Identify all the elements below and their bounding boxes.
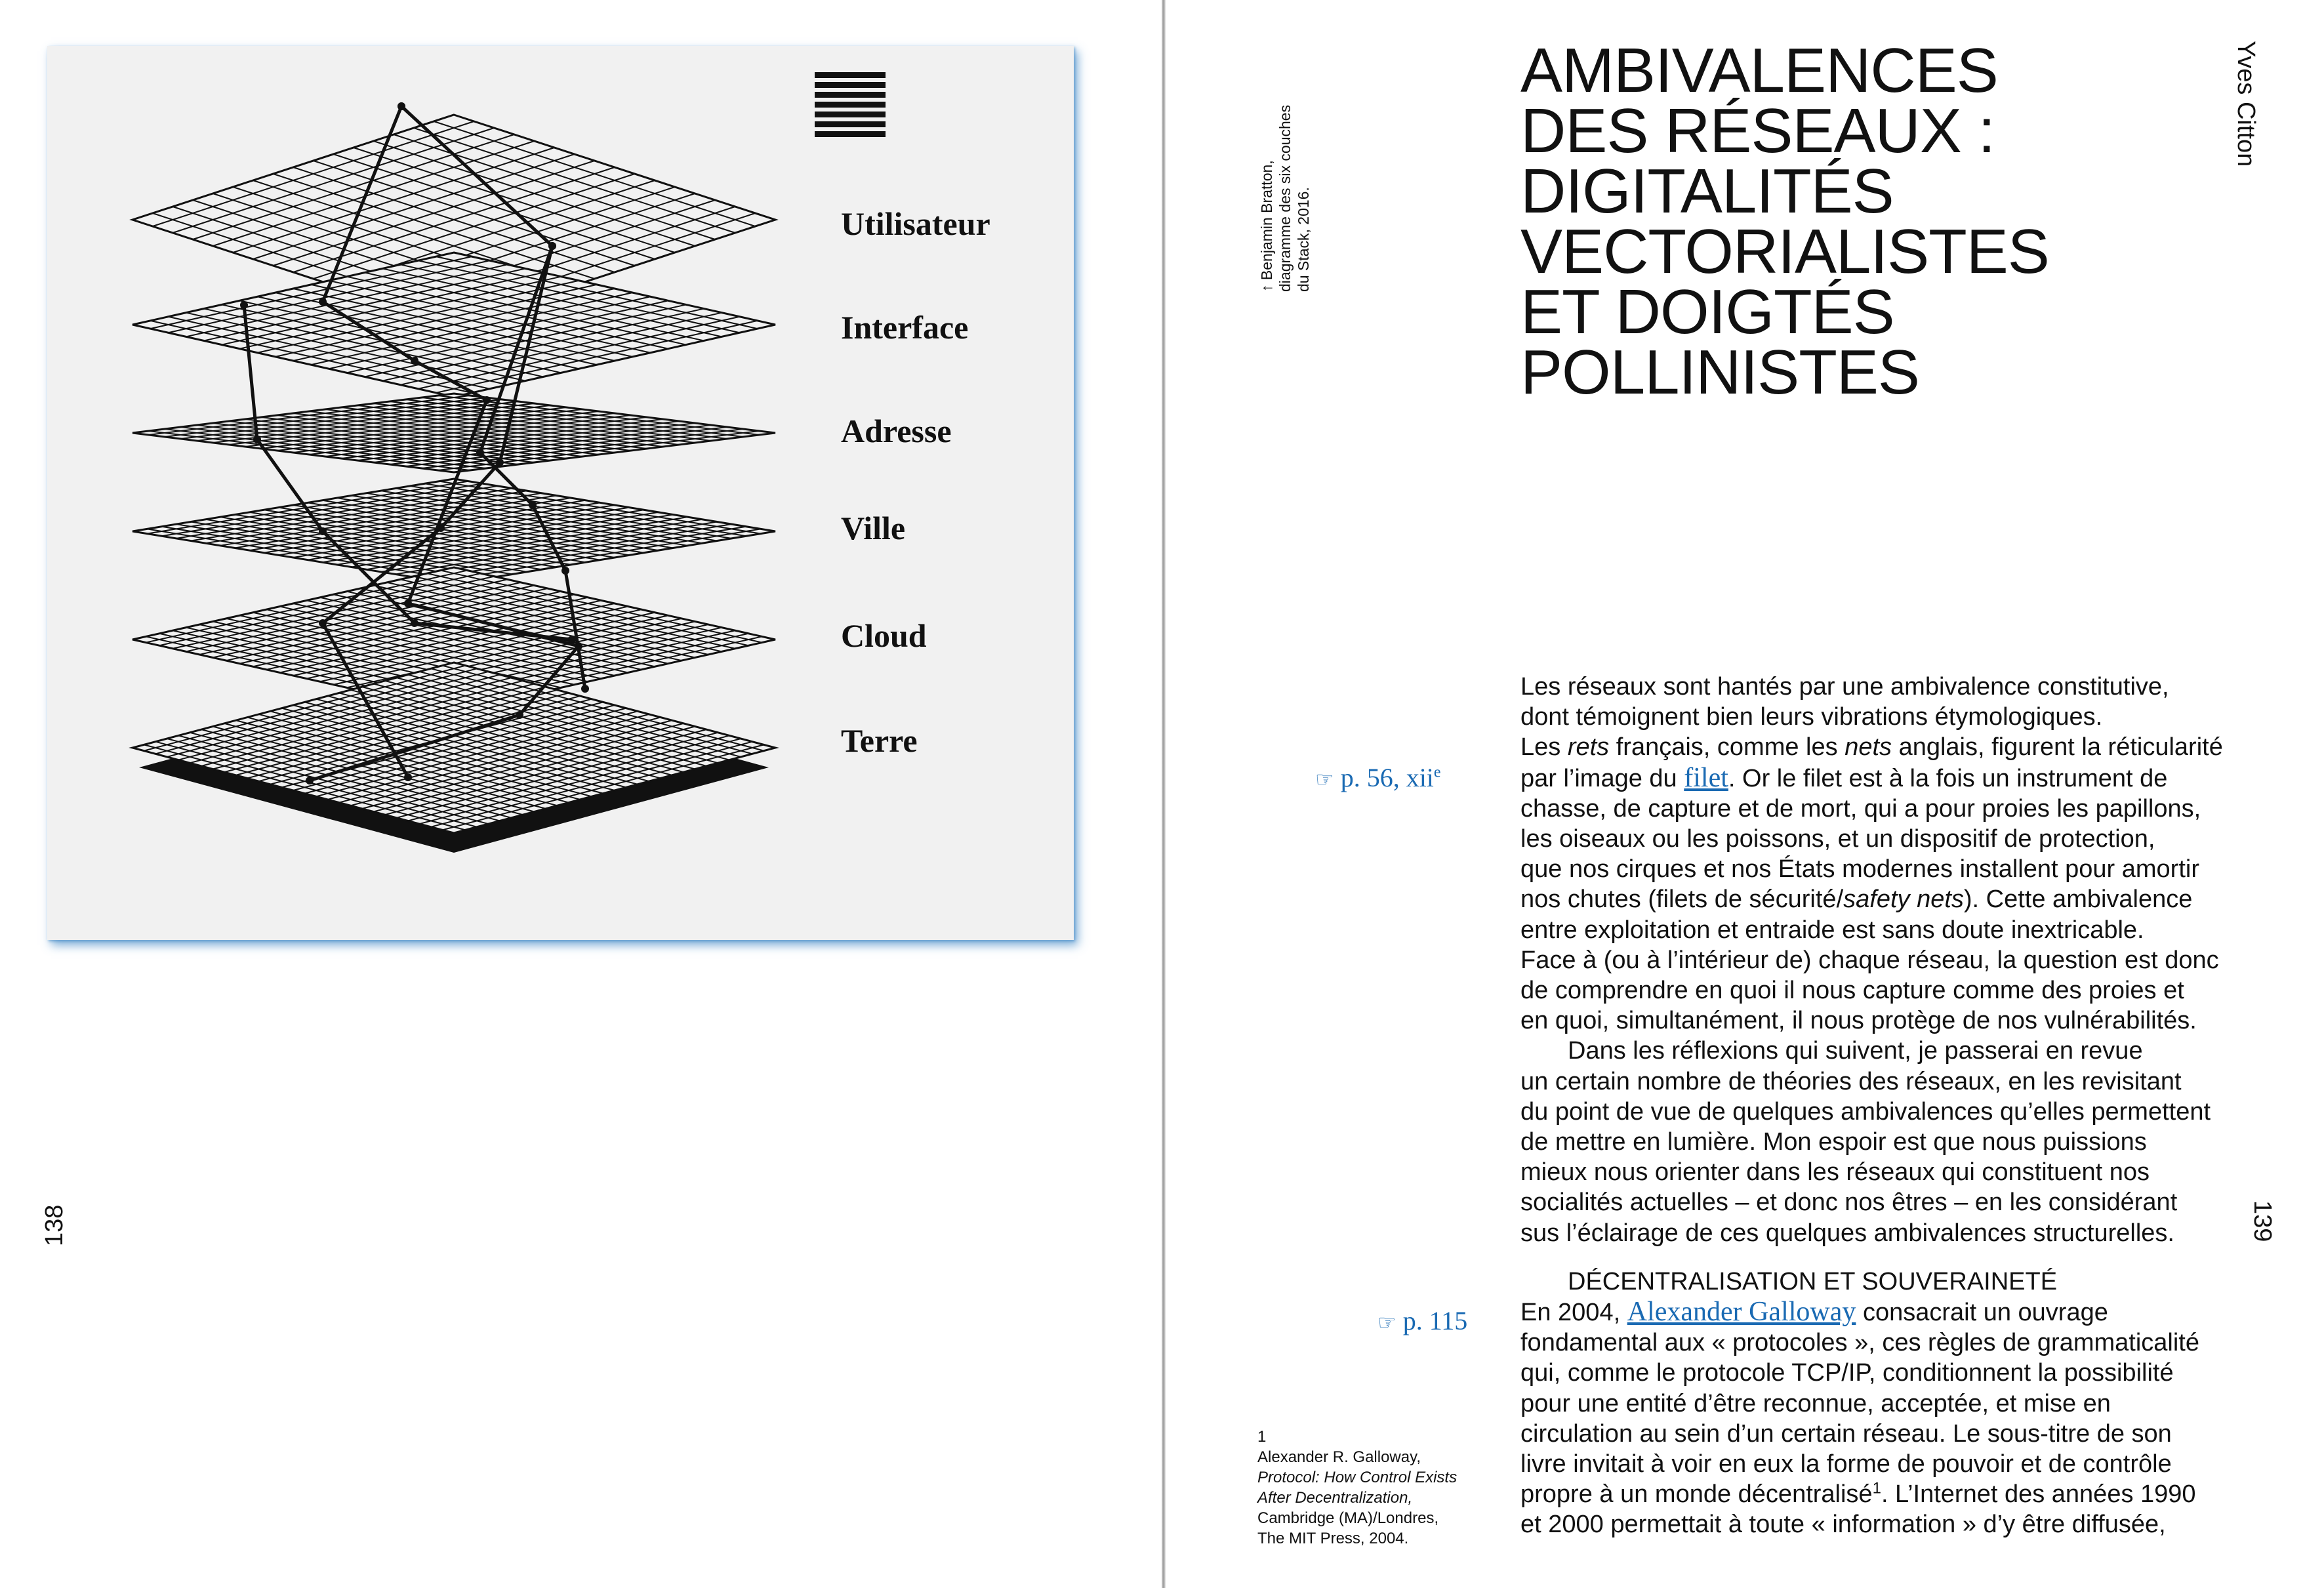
footnote-line: Alexander R. Galloway, bbox=[1257, 1448, 1421, 1466]
connection-node bbox=[319, 298, 327, 306]
italic-run: safety nets bbox=[1843, 886, 1964, 914]
body-line: les oiseaux ou les poissons, et un dispositif de protection, bbox=[1520, 825, 2155, 853]
filet-link[interactable]: filet bbox=[1684, 762, 1728, 793]
footnote bbox=[1257, 1427, 1457, 1549]
body-line: chasse, de capture et de mort, qui a pour proies les papillons, bbox=[1520, 794, 2201, 823]
folio-138: 138 bbox=[41, 1204, 68, 1246]
footnote-line bbox=[1257, 1488, 1457, 1508]
caption-line-2: diagramme des six couches bbox=[1276, 104, 1294, 292]
chapter-title bbox=[1520, 35, 2049, 407]
connection-node bbox=[253, 436, 261, 443]
book-gutter bbox=[1162, 0, 1166, 1588]
footnote-line: The MIT Press, 2004. bbox=[1257, 1530, 1409, 1547]
body-line: en quoi, simultanément, il nous protège de nos vulnérabilités. bbox=[1520, 1007, 2197, 1035]
connection-node bbox=[411, 619, 418, 627]
body-line: sus l’éclairage de ces quelques ambivalences structurelles. bbox=[1520, 1219, 2174, 1247]
connection-node bbox=[240, 301, 248, 309]
connection-node bbox=[529, 501, 537, 509]
footnote-line bbox=[1257, 1467, 1457, 1488]
connection-node bbox=[404, 600, 412, 607]
body-line: et 2000 permettait à toute « information » d’y être diffusée, bbox=[1520, 1511, 2166, 1539]
text-run: nos chutes (filets de sécurité/ bbox=[1520, 886, 1844, 914]
body-line: mieux nous orienter dans les réseaux qui constituent nos bbox=[1520, 1158, 2150, 1187]
body-line: socialités actuelles – et donc nos êtres – en les considérant bbox=[1520, 1189, 2178, 1217]
connection-node bbox=[516, 711, 523, 719]
body-line: que nos cirques et nos États modernes installent pour amortir bbox=[1520, 855, 2199, 884]
body-line: pour une entité d’être reconnue, acceptée, et mise en bbox=[1520, 1389, 2111, 1417]
italic-run: Protocol: How Control Exists bbox=[1257, 1469, 1458, 1486]
text-run: propre à un monde décentralisé bbox=[1520, 1480, 1873, 1509]
text-run: consacrait un ouvrage bbox=[1856, 1299, 2108, 1327]
text-run: anglais, figurent la réticularité bbox=[1892, 733, 2223, 762]
caption-text bbox=[1257, 105, 1313, 292]
body-line: entre exploitation et entraide est sans doute inextricable. bbox=[1520, 916, 2144, 944]
connection-node bbox=[319, 619, 327, 627]
connection-node bbox=[568, 636, 576, 643]
caption-line-1: ↑ Benjamin Bratton, bbox=[1258, 160, 1275, 292]
body-line: de comprendre en quoi il nous capture comme des proies et bbox=[1520, 977, 2184, 1005]
stack-icon bbox=[815, 121, 886, 127]
layer-label-adresse: Adresse bbox=[841, 413, 952, 449]
title-line: VECTORIALISTES bbox=[1520, 216, 2049, 287]
body-line: Les réseaux sont hantés par une ambivalence constitutive, bbox=[1520, 673, 2169, 701]
body-line bbox=[1520, 884, 2242, 914]
stack-icon bbox=[815, 72, 886, 78]
body-line bbox=[1520, 732, 2242, 762]
body-line: fondamental aux « protocoles », ces règles de grammaticalité bbox=[1520, 1329, 2199, 1357]
footnote-number: 1 bbox=[1257, 1428, 1267, 1446]
spacer bbox=[1520, 1248, 2242, 1267]
layer-label-ville: Ville bbox=[841, 510, 906, 546]
stack-icon bbox=[815, 131, 886, 137]
title-line: ET DOIGTÉS bbox=[1520, 277, 1894, 347]
body-line: de mettre en lumière. Mon espoir est que nous puissions bbox=[1520, 1128, 2147, 1156]
body-line bbox=[1520, 763, 2242, 794]
layer-label-utilisateur: Utilisateur bbox=[841, 205, 990, 242]
body-line: qui, comme le protocole TCP/IP, conditionnent la possibilité bbox=[1520, 1359, 2174, 1387]
stack-diagram-figure bbox=[47, 46, 1074, 940]
connection-node bbox=[404, 773, 412, 781]
stack-icon bbox=[815, 102, 886, 108]
text-run: français, comme les bbox=[1609, 733, 1845, 762]
title-line: DIGITALITÉS bbox=[1520, 156, 1894, 226]
title-line: DES RÉSEAUX : bbox=[1520, 96, 1995, 166]
italic-run: rets bbox=[1567, 733, 1610, 762]
connection-node bbox=[483, 396, 491, 404]
stack-icon bbox=[815, 82, 886, 88]
galloway-link[interactable]: Alexander Galloway bbox=[1627, 1297, 1856, 1328]
body-line: un certain nombre de théories des réseaux, en les revisitant bbox=[1520, 1067, 2182, 1095]
folio-139: 139 bbox=[2249, 1200, 2276, 1242]
layer-label-terre: Terre bbox=[841, 722, 918, 759]
cross-reference-text: p. 56, xii bbox=[1340, 763, 1434, 792]
connection-node bbox=[398, 102, 405, 110]
italic-run: After Decentralization, bbox=[1257, 1489, 1413, 1507]
connection-node bbox=[306, 777, 314, 784]
connection-node bbox=[476, 449, 484, 457]
section-heading: DÉCENTRALISATION ET SOUVERAINETÉ bbox=[1568, 1267, 2058, 1295]
connection-node bbox=[548, 242, 556, 250]
connection-node bbox=[411, 357, 418, 365]
text-run: ). Cette ambivalence bbox=[1963, 886, 2193, 914]
footnote-line: Cambridge (MA)/Londres, bbox=[1257, 1509, 1439, 1527]
cross-reference-text: p. 115 bbox=[1402, 1306, 1468, 1335]
text-run: . L’Internet des années 1990 bbox=[1881, 1480, 2196, 1509]
body-line: Dans les réflexions qui suivent, je passerai en revue bbox=[1568, 1037, 2143, 1065]
connection-node bbox=[496, 458, 504, 466]
title-line: POLLINISTES bbox=[1520, 337, 1919, 407]
connection-node bbox=[561, 567, 569, 575]
text-run: par l’image du bbox=[1520, 764, 1684, 792]
body-line bbox=[1520, 1479, 2242, 1509]
footnote-marker[interactable]: 1 bbox=[1872, 1479, 1881, 1497]
connection-node bbox=[319, 527, 327, 535]
author-name: Yves Citton bbox=[2232, 41, 2260, 167]
title-line: AMBIVALENCES bbox=[1520, 35, 1998, 106]
cross-reference-p115[interactable] bbox=[1377, 1305, 1467, 1336]
layer-label-cloud: Cloud bbox=[841, 617, 927, 654]
stack-diagram bbox=[47, 46, 1074, 940]
text-run: . Or le filet est à la fois un instrument de bbox=[1728, 764, 2168, 792]
italic-run: nets bbox=[1845, 733, 1892, 762]
connection-node bbox=[581, 685, 589, 693]
stack-icon bbox=[815, 112, 886, 117]
layer-label-interface: Interface bbox=[841, 309, 969, 346]
text-run: En 2004, bbox=[1520, 1299, 1627, 1327]
body-line bbox=[1520, 1297, 2242, 1328]
cross-reference-sup: e bbox=[1433, 763, 1441, 781]
body-line: Face à (ou à l’intérieur de) chaque réseau, la question est donc bbox=[1520, 946, 2219, 974]
caption-line-3: du Stack, 2016. bbox=[1295, 187, 1312, 292]
cross-reference-p56[interactable] bbox=[1315, 762, 1441, 793]
stack-icon bbox=[815, 92, 886, 98]
body-line: dont témoignent bien leurs vibrations étymologiques. bbox=[1520, 703, 2103, 731]
pointing-hand-icon: ☞ bbox=[1315, 767, 1334, 792]
pointing-hand-icon: ☞ bbox=[1377, 1310, 1396, 1335]
text-run: Les bbox=[1520, 733, 1568, 762]
body-line: livre invitait à voir en eux la forme de pouvoir et de contrôle bbox=[1520, 1450, 2172, 1478]
body-line: du point de vue de quelques ambivalences qu’elles permettent bbox=[1520, 1097, 2211, 1126]
body-line: circulation au sein d’un certain réseau. Le sous-titre de son bbox=[1520, 1419, 2172, 1448]
body-text bbox=[1520, 672, 2242, 1540]
